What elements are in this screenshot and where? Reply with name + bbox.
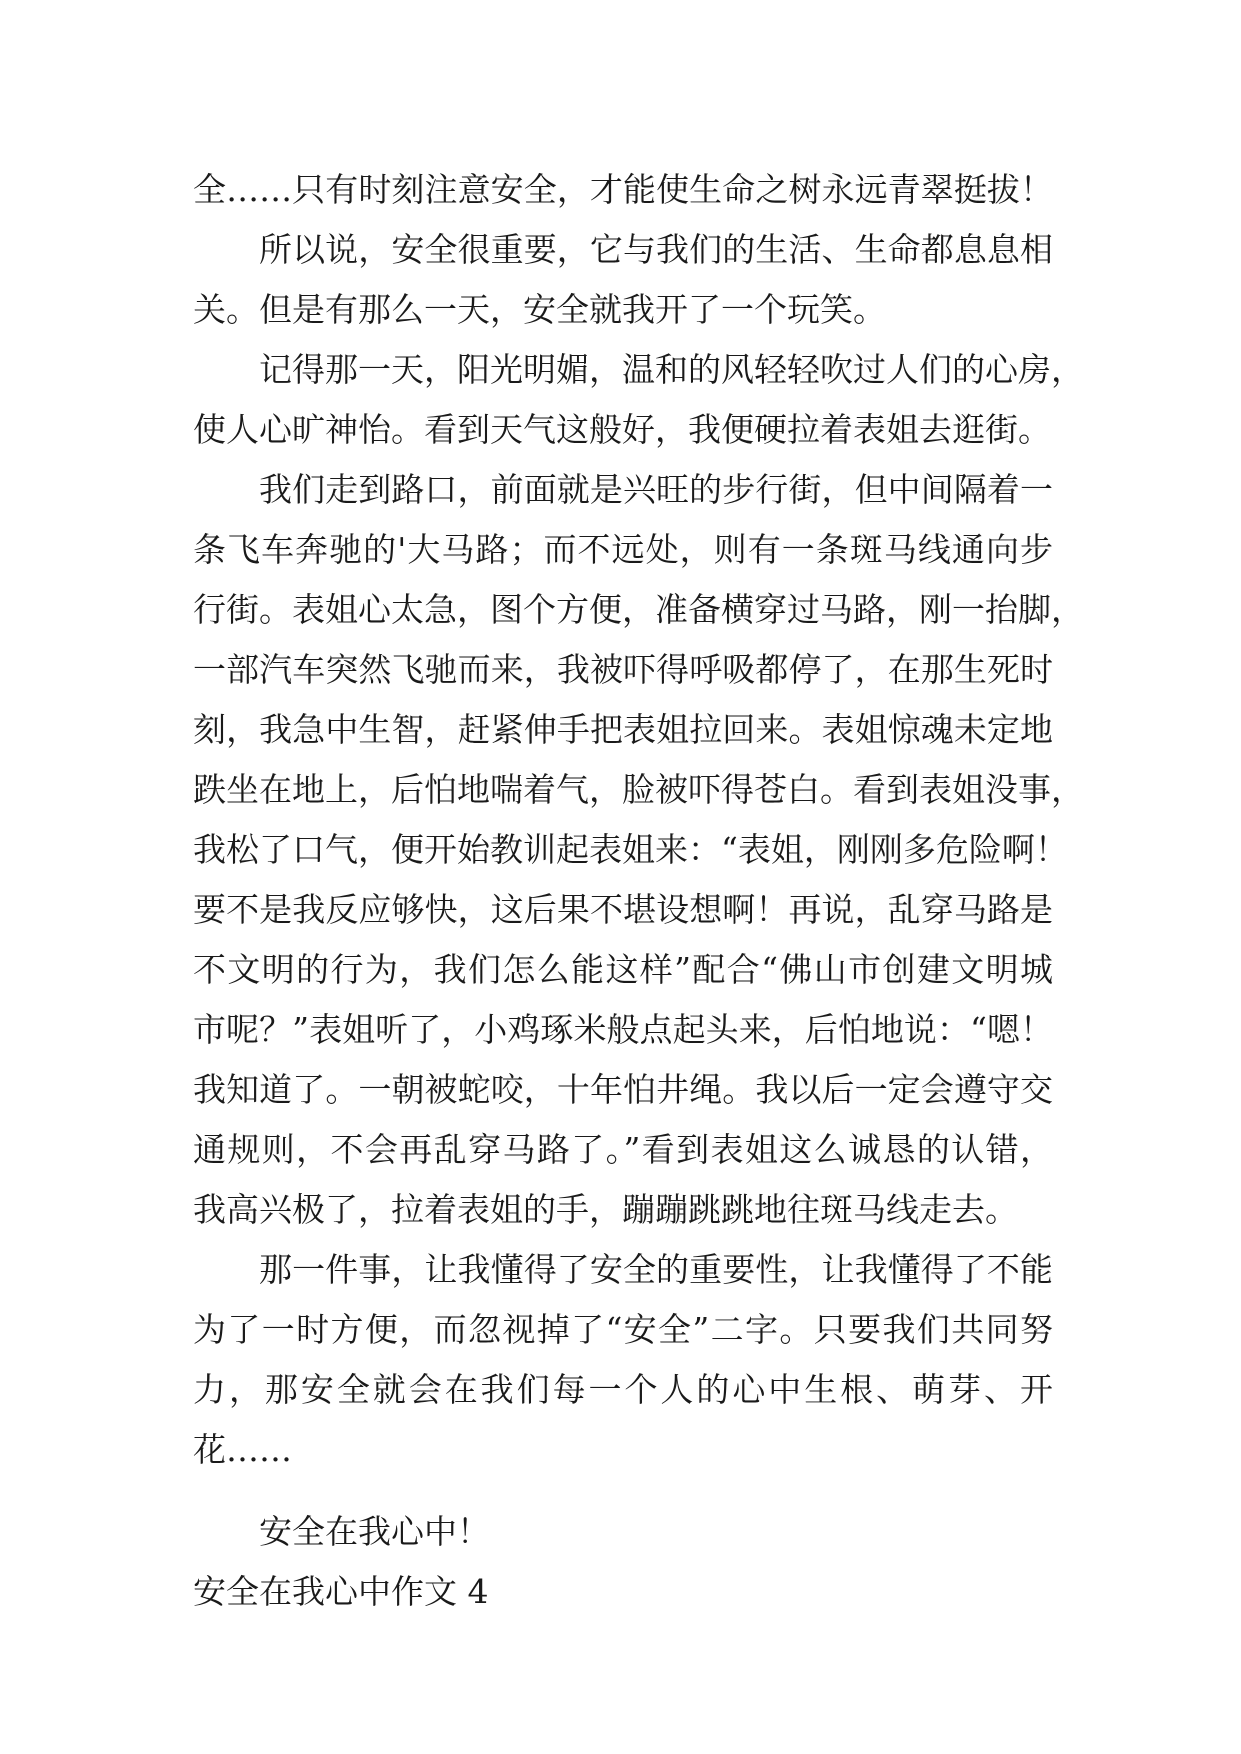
paragraph xyxy=(193,220,1053,340)
text-line: 那一件事，让我懂得了安全的重要性，让我懂得了不能 xyxy=(259,1250,1053,1289)
text-line: 记得那一天，阳光明媚，温和的风轻轻吹过人们的心房， xyxy=(259,350,1084,389)
document-body xyxy=(193,160,1084,1622)
paragraph xyxy=(193,1502,1053,1562)
text-line: 跌坐在地上，后怕地喘着气，脸被吓得苍白。看到表姐没事， xyxy=(193,770,1084,809)
text-line: 要不是我反应够快，这后果不堪设想啊！再说，乱穿马路是 xyxy=(193,890,1053,929)
next-essay-title: 安全在我心中作文 4 xyxy=(193,1572,489,1611)
text-line: 我松了口气，便开始教训起表姐来：“表姐，刚刚多危险啊！ xyxy=(193,830,1068,869)
text-line: 所以说，安全很重要，它与我们的生活、生命都息息相 xyxy=(259,230,1053,269)
text-line: 全……只有时刻注意安全，才能使生命之树永远青翠挺拔！ xyxy=(193,170,1053,209)
paragraph xyxy=(193,460,1084,1240)
text-line: 行街。表姐心太急，图个方便，准备横穿过马路，刚一抬脚， xyxy=(193,590,1084,629)
text-line: 刻，我急中生智，赶紧伸手把表姐拉回来。表姐惊魂未定地 xyxy=(193,710,1053,749)
paragraph xyxy=(193,160,1053,220)
text-line: 花…… xyxy=(193,1430,292,1469)
text-line: 条飞车奔驰的'大马路；而不远处，则有一条斑马线通向步 xyxy=(193,530,1053,569)
text-line: 关。但是有那么一天，安全就我开了一个玩笑。 xyxy=(193,290,886,329)
text-line: 安全在我心中！ xyxy=(259,1512,490,1551)
text-line: 我们走到路口，前面就是兴旺的步行街，但中间隔着一 xyxy=(259,470,1053,509)
text-line: 我高兴极了，拉着表姐的手，蹦蹦跳跳地往斑马线走去。 xyxy=(193,1190,1018,1229)
text-line: 使人心旷神怡。看到天气这般好，我便硬拉着表姐去逛街。 xyxy=(193,410,1051,449)
paragraph xyxy=(193,1240,1053,1480)
text-line: 力，那安全就会在我们每一个人的心中生根、萌芽、开 xyxy=(193,1370,1053,1409)
text-line: 我知道了。一朝被蛇咬，十年怕井绳。我以后一定会遵守交 xyxy=(193,1070,1053,1109)
paragraph xyxy=(193,340,1084,460)
text-line: 为了一时方便，而忽视掉了“安全”二字。只要我们共同努 xyxy=(193,1310,1053,1349)
text-line: 不文明的行为，我们怎么能这样”配合“佛山市创建文明城 xyxy=(193,950,1053,989)
text-line: 通规则，不会再乱穿马路了。”看到表姐这么诚恳的认错， xyxy=(193,1130,1053,1169)
text-line: 市呢？”表姐听了，小鸡琢米般点起头来，后怕地说：“嗯！ xyxy=(193,1010,1053,1049)
section-title xyxy=(193,1562,1053,1622)
text-line: 一部汽车突然飞驰而来，我被吓得呼吸都停了，在那生死时 xyxy=(193,650,1053,689)
